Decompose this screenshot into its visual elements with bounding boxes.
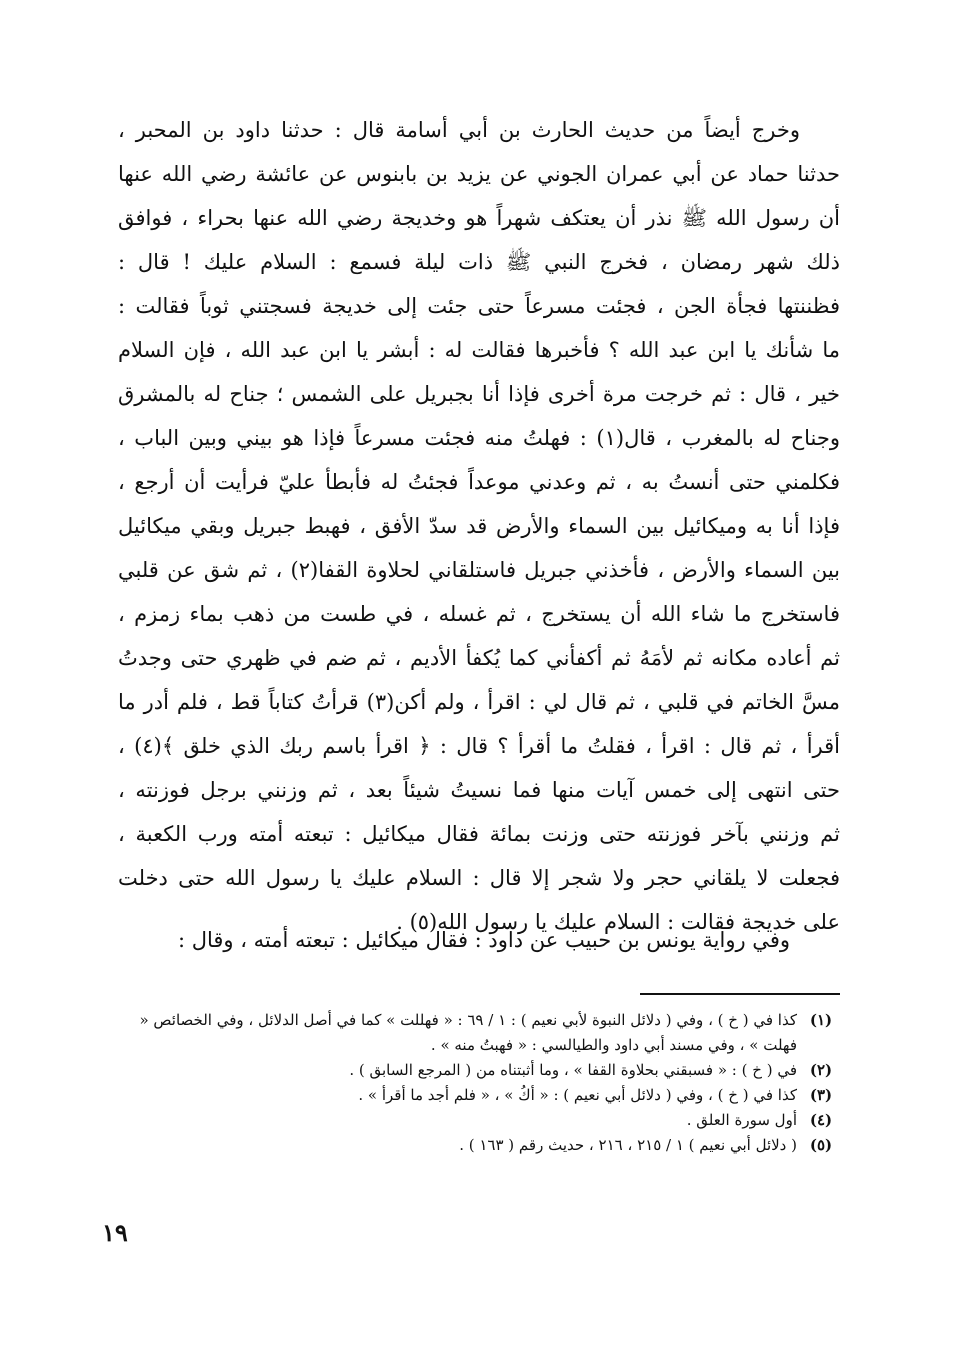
- footnote-number: (٤): [809, 1111, 833, 1129]
- text-line: خير ، قال : ثم خرجت مرة أخرى فإذا أنا بجبريل على الشمس ؛ جناح له بالمشرق: [118, 382, 840, 406]
- footnote-text: كذا في ( خ ) ، وفي ( دلائل النبوة لأبي نعيم ) : ١ / ٦٩ : « فهللت » كما في أصل الدلائل ، وفي الخصائص « فهلت » ، وفي مسند أبي داود والطيالسي : « فهبتُ منه » .: [139, 1011, 797, 1054]
- text-line: فكلمني حتى أنستُ به ، ثم وعدني موعداً فجئتُ له فأبطأ عليّ فرأيت أن أرجع ،: [118, 470, 840, 494]
- footnote-number: (٣): [809, 1086, 833, 1104]
- text-line: وجناح له بالمغرب ، قال(١) : فهلتُ منه فجئت مسرعاً فإذا هو بيني وبين الباب ،: [118, 426, 840, 450]
- text-line: وفي رواية يونس بن حبيب عن داود : فقال ميكائيل : تبعته أمته ، وقال :: [177, 928, 790, 952]
- footnote-text: أول سورة العلق .: [686, 1111, 797, 1129]
- footnote-text: كذا في ( خ ) ، وفي ( دلائل أبي نعيم ) : « أكُ » ، « فلم أجد ما أقرأ » .: [358, 1086, 797, 1104]
- footnote-separator: [640, 993, 840, 995]
- text-line: فجعلت لا يلقاني حجر ولا شجر إلا قال : السلام عليك يا رسول الله حتى دخلت: [118, 866, 840, 890]
- footnote-number: (١): [809, 1011, 833, 1029]
- text-line: مسَّ الخاتم في قلبي ، ثم قال لي : اقرأ ، ولم أكن(٣) قرأتُ كتاباً قط ، فلم أدر ما: [118, 690, 840, 714]
- text-line: حدثنا حماد عن أبي عمران الجوني عن يزيد بن بابنوس عن عائشة رضي الله عنها: [118, 162, 840, 186]
- footnote-number: (٢): [809, 1061, 833, 1079]
- text-line: فظننتها فجأة الجن ، فجئت مسرعاً حتى جئت إلى خديجة فسجتني ثوباً فقالت :: [118, 294, 840, 318]
- text-line: ذلك شهر رمضان ، فخرج النبي ﷺ ذات ليلة فسمع : السلام عليك ! قال :: [118, 250, 840, 274]
- footnote-text: في ( خ ) : « فسبقني بحلاوة القفا » ، وما أثبتناه من ( المرجع السابق ) .: [349, 1061, 797, 1079]
- text-line: فإذا أنا به وميكائيل بين السماء والأرض قد سدّ الأفق ، فهبط جبريل وبقي ميكائيل: [118, 514, 840, 538]
- text-line: ما شأنك يا ابن عبد الله ؟ فأخبرها فقالت له : أبشر يا ابن عبد الله ، فإن السلام: [118, 338, 840, 362]
- text-line: وخرج أيضاً من حديث الحارث بن أبي أسامة قال : حدثنا داود بن المحبر ،: [118, 118, 800, 142]
- footnote: [110, 1008, 845, 1058]
- footnote-text: ( دلائل أبي نعيم ) ١ / ٢١٥ ، ٢١٦ ، حديث رقم ( ١٦٣ ) .: [459, 1136, 797, 1154]
- text-line: على خديجة فقالت : السلام عليك يا رسول الله(٥) .: [396, 910, 840, 934]
- text-line: أن رسول الله ﷺ نذر أن يعتكف شهراً هو وخديجة رضي الله عنها بحراء ، فوافق: [118, 206, 840, 230]
- text-line: فاستخرج ما شاء الله أن يستخرج ، ثم غسله ، في طست من ذهب بماء زمزم ،: [118, 602, 840, 626]
- footnote: [110, 1083, 845, 1108]
- text-line: حتى انتهى إلى خمس آيات منها فما نسيتُ شيئاً بعد ، ثم وزنني برجل فوزنته ،: [118, 778, 840, 802]
- footnote-number: (٥): [809, 1136, 833, 1154]
- page-number: ١٩: [102, 1218, 128, 1247]
- main-paragraph: [118, 108, 840, 944]
- text-line: بين السماء والأرض ، فأخذني جبريل فاستلقاني لحلاوة القفا(٢) ، ثم شق عن قلبي: [118, 558, 841, 582]
- second-paragraph: [118, 918, 840, 962]
- text-line: ثم وزنني بآخر فوزنته حتى وزنت بمائة فقال ميكائيل : تبعته أمته ورب الكعبة ،: [118, 822, 840, 846]
- footnote: [110, 1058, 845, 1083]
- footnote: [110, 1133, 845, 1158]
- footnote: [110, 1108, 845, 1133]
- text-line: أقرأ ، ثم قال : اقرأ ، فقلتُ ما أقرأ ؟ قال : ﴿ اقرأ باسم ربك الذي خلق ﴾(٤) ،: [118, 734, 840, 758]
- footnotes: [110, 1008, 845, 1158]
- text-line: ثم أعاده مكانه ثم لأمَهُ ثم أكفأني كما يُكفأ الأديم ، ثم ضم في ظهري حتى وجدتُ: [118, 646, 840, 670]
